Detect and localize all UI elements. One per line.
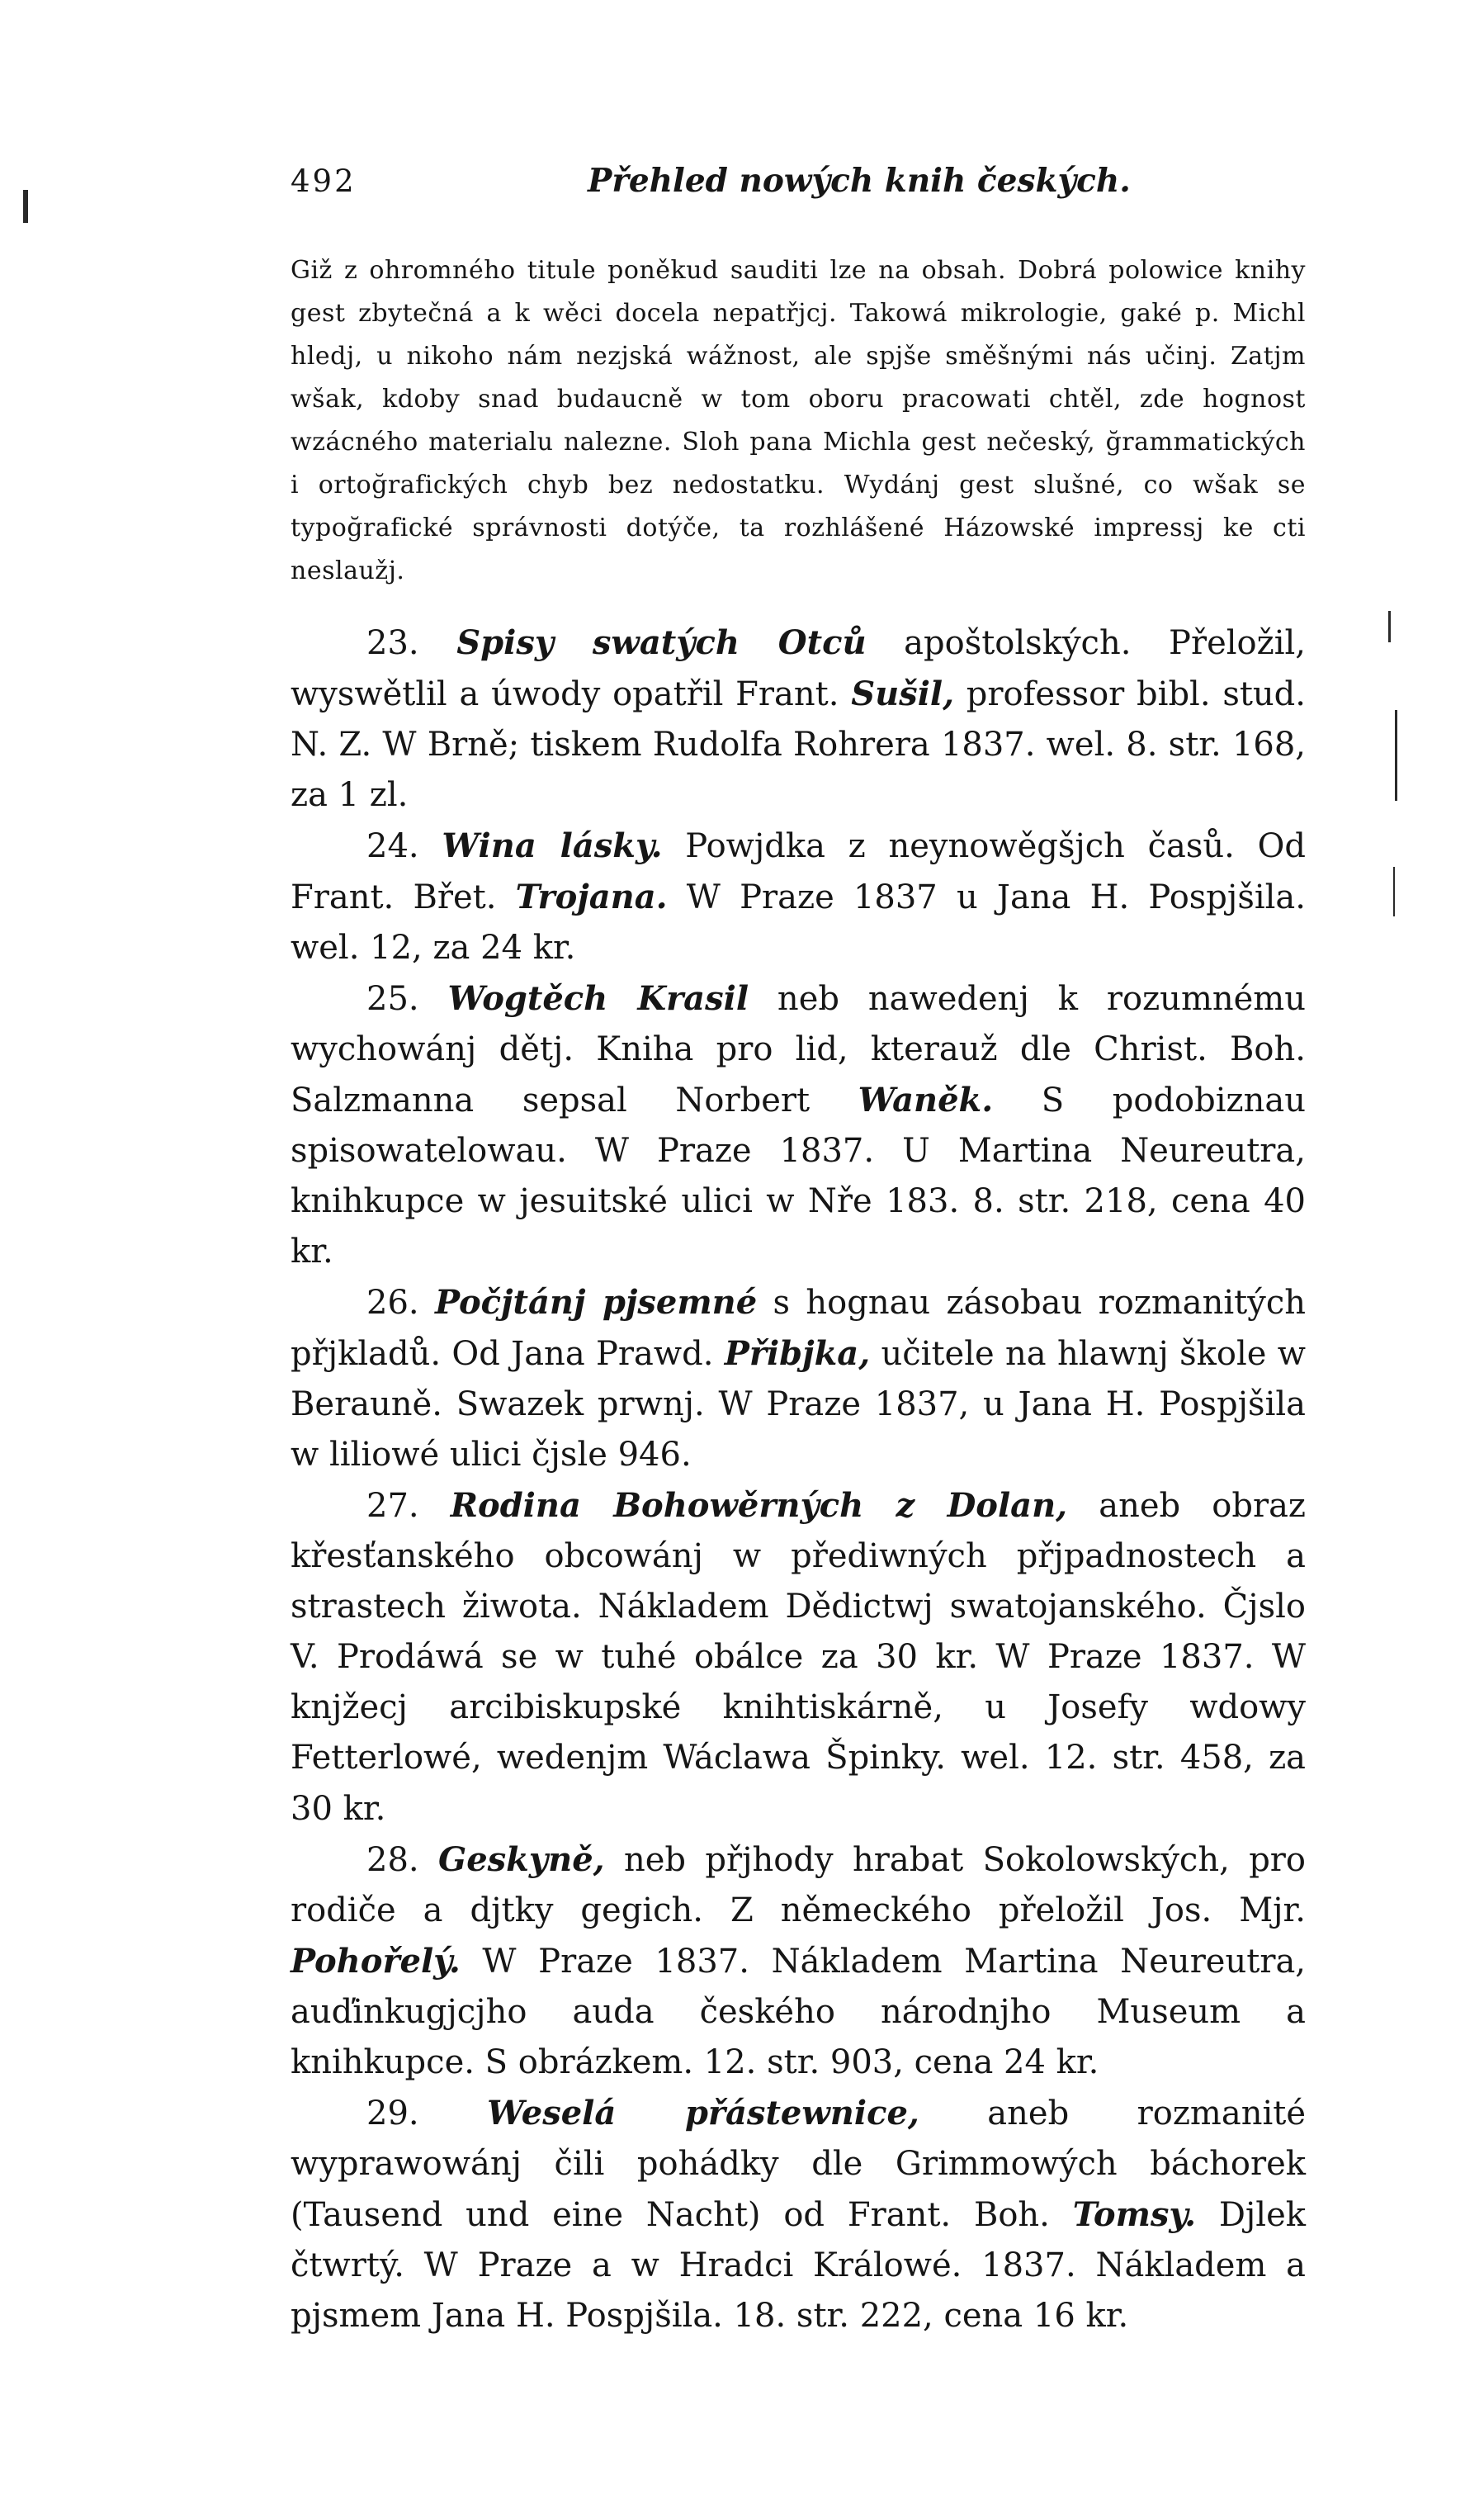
entry-text: neb nawedenj k rozumnému wychowánj dětj. Kniha pro lid, kterauž dle Christ. Boh. Salzmanna sepsal Norbert [291, 980, 1306, 1119]
bibliography-entry [291, 821, 1306, 973]
entry-text: neb přjhody hrabat Sokolowských, pro rodiče a djtky gegich. Z německého přeložil Jos. Mjr. [291, 1841, 1307, 1929]
page-number: 492 [291, 163, 357, 199]
entry-number: 26. [366, 1284, 419, 1322]
bibliography-entries [291, 618, 1306, 2341]
entry-number: 23. [366, 624, 419, 662]
scan-edge-mark [1393, 867, 1395, 916]
entry-text: Djlek čtwrtý. W Praze a w Hradci Králowé. 1837. Nákladem a pjsmem Jana H. Pospjšila. 18. str. 222, cena 16 kr. [291, 2196, 1306, 2335]
bibliography-entry [291, 1834, 1306, 2088]
entry-title: Geskyně, [438, 1840, 605, 1879]
entry-text: aneb obraz křesťanského obcowánj w přediwných přjpadnostech a strastech žiwota. Nákladem Dědictwj swatojanského. Čjslo V. Prodáwá se w tuhé obálce za 30 kr. W Praze 1837. W knjžecj arcibiskupské knihtiskárně, u Josefy wdowy Fetterlowé, wedenjm Wáclawa Špinky. wel. 12. str. 458, za 30 kr. [291, 1487, 1307, 1828]
book-page [291, 157, 1306, 2341]
scan-edge-mark [23, 190, 28, 223]
bibliography-entry [291, 1480, 1306, 1834]
entry-number: 28. [366, 1841, 419, 1879]
bibliography-entry [291, 973, 1306, 1277]
entry-title: Wina lásky. [442, 826, 663, 865]
entry-number: 24. [366, 827, 419, 865]
scan-edge-mark [1388, 611, 1391, 642]
entry-title: Weselá přástewnice, [487, 2094, 919, 2132]
entry-text: učitele na hlawnj škole w Berauně. Swazek prwnj. W Praze 1837, u Jana H. Pospjšila w liliowé ulici čjsle 946. [291, 1335, 1306, 1474]
bibliography-entry [291, 618, 1306, 821]
entry-title: Wogtěch Krasil [447, 979, 749, 1018]
entry-text: aneb rozmanité wyprawowánj čili pohádky dle Grimmowých báchorek (Tausend und eine Nacht) od Frant. Boh. [291, 2095, 1306, 2234]
entry-number: 27. [366, 1487, 419, 1525]
entry-title: Rodina Bohowěrných z Dolan, [450, 1486, 1068, 1525]
bibliography-entry [291, 1277, 1306, 1480]
entry-text: Powjdka z neynowěgšjch časů. Od Frant. Břet. [291, 827, 1306, 916]
entry-text: W Praze 1837 u Jana H. Pospjšila. wel. 12, za 24 kr. [291, 878, 1306, 967]
bibliography-entry [291, 2088, 1306, 2341]
entry-author: Pohořelý. [291, 1942, 461, 1981]
intro-paragraph: Giž z ohromného titule poněkud sauditi lze na obsah. Dobrá polowice knihy gest zbytečná a k wěci docela nepatřjcj. Takowá mikrologie, gaké p. Michl hledj, u nikoho nám nezjská wážnost, ale spjše směšnými nás učinj. Zatjm wšak, kdoby snad budaucně w tom oboru pracowati chtěl, zde hognost wzácného materialu nalezne. Sloh pana Michla gest nečeský, ğrammatických i ortoğrafických chyb bez nedostatku. Wydánj gest slušné, co wšak se typoğrafické správnosti dotýče, ta rozhlášené Házowské impressj ke cti neslaužj. [291, 256, 1306, 585]
entry-number: 25. [366, 980, 419, 1018]
entry-text: S podobiznau spisowatelowau. W Praze 1837. U Martina Neureutra, knihkupce w jesuitské ulici w Nře 183. 8. str. 218, cena 40 kr. [291, 1082, 1306, 1271]
entry-text: s hognau zásobau rozmanitých přjkladů. Od Jana Prawd. [291, 1284, 1307, 1373]
entry-author: Waněk. [858, 1081, 994, 1119]
entry-author: Trojana. [515, 878, 668, 916]
entry-text: apoštolských. Přeložil, wyswětlil a úwody opatřil Frant. [291, 624, 1307, 713]
scan-edge-mark [1395, 710, 1397, 801]
entry-author: Přibjka, [724, 1334, 871, 1373]
entry-number: 29. [366, 2095, 419, 2132]
entry-title: Počjtánj pjsemné [434, 1283, 758, 1322]
entry-title: Spisy swatých Otců [456, 623, 867, 662]
entry-author: Tomsy. [1072, 2195, 1196, 2234]
page-header [291, 157, 1306, 215]
entry-author: Sušil, [851, 675, 955, 713]
running-title: Přehled nowých knih českých. [588, 162, 1131, 200]
entry-text: professor bibl. stud. N. Z. W Brně; tiskem Rudolfa Rohrera 1837. wel. 8. str. 168, za 1 zl. [291, 675, 1306, 814]
entry-text: W Praze 1837. Nákladem Martina Neureutra, auďinkugjcjho auda českého národnjho Museum a knihkupce. S obrázkem. 12. str. 903, cena 24 kr. [291, 1943, 1306, 2081]
